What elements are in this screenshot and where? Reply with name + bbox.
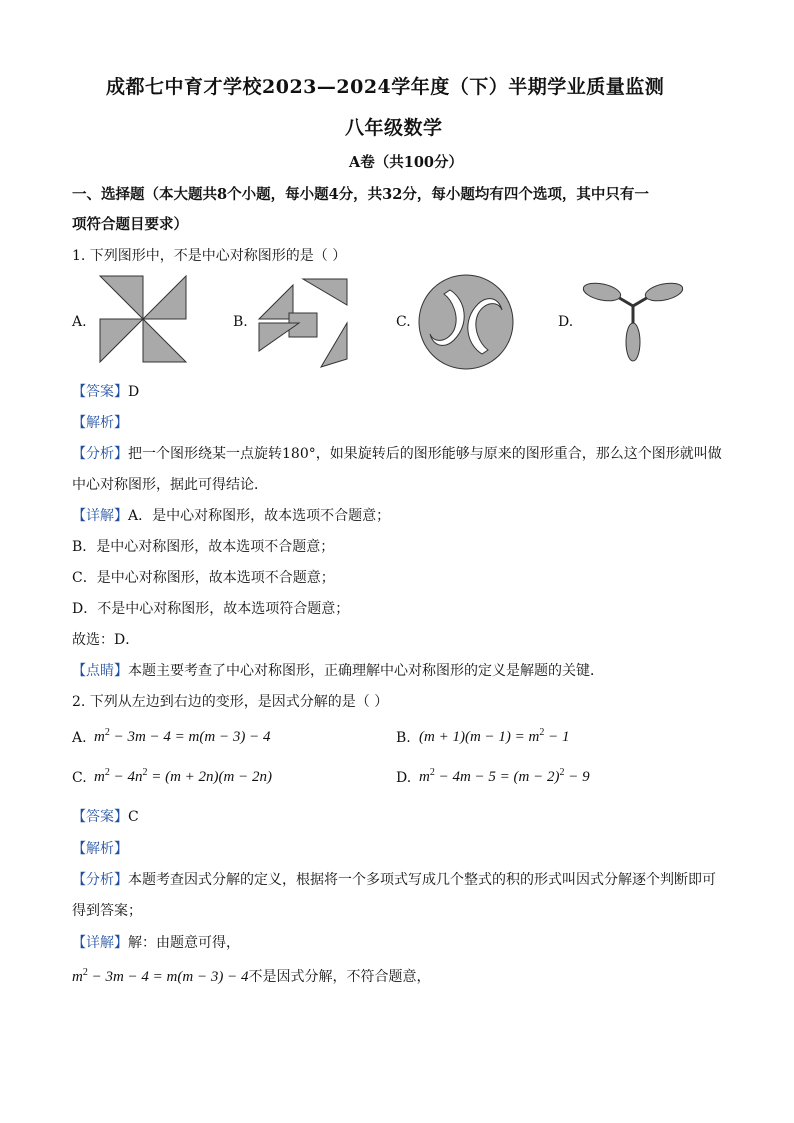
q2-answer-line — [72, 806, 139, 826]
q2-option-d-formula: $m^2 - 4m - 5 = (m - 2)^2 - 9$ — [419, 767, 590, 785]
question-1-stem: 1. 下列图形中，不是中心对称图形的是（ ） — [72, 248, 347, 264]
option-d-three-leaf-propeller-figure — [580, 276, 686, 366]
q1-xiangjie-a: A．是中心对称图形，故本选项不合题意； — [128, 508, 391, 524]
q1-answer-tag: 【答案】 — [72, 384, 128, 400]
option-a-label: A. — [72, 314, 87, 330]
q2-option-a-formula: $m^2 - 3m - 4 = m(m - 3) - 4$ — [94, 727, 271, 745]
q1-dianjing-line — [72, 660, 604, 680]
q2-last-text: 不是因式分解，不符合题意， — [248, 969, 431, 985]
q2-xiangjie-line — [72, 932, 240, 952]
q1-line-b: B．是中心对称图形，故本选项不合题意； — [72, 539, 335, 555]
q2-option-d-label: D. — [396, 770, 412, 786]
q1-line-d: D．不是中心对称图形，故本选项符合题意； — [72, 601, 350, 617]
option-d-label: D. — [558, 314, 574, 330]
q1-analysis-tag: 【解析】 — [72, 415, 128, 431]
q2-xiangjie-tag: 【详解】 — [72, 935, 128, 951]
q2-option-b-formula: $(m + 1)(m - 1) = m^2 - 1$ — [419, 727, 570, 745]
q1-fenxi-line2: 中心对称图形，据此可得结论． — [72, 477, 268, 493]
option-a-pinwheel-figure — [96, 272, 190, 366]
exam-subtitle: 八年级数学 — [345, 117, 443, 139]
q2-option-c-formula: $m^2 - 4n^2 = (m + 2n)(m - 2n)$ — [94, 767, 272, 785]
q1-dianjing-text: 本题主要考查了中心对称图形，正确理解中心对称图形的定义是解题的关键． — [128, 663, 604, 679]
q2-answer-tag: 【答案】 — [72, 809, 128, 825]
q2-last-line — [72, 966, 430, 986]
option-b-label: B. — [233, 314, 248, 330]
section-heading-line2: 项符合题目要求） — [72, 216, 188, 233]
section-heading-line1: 一、选择题（本大题共8个小题，每小题4分，共32分，每小题均有四个选项，其中只有一 — [72, 186, 649, 203]
q1-answer-line — [72, 381, 139, 401]
q2-fenxi-text1: 本题考查因式分解的定义，根据将一个多项式写成几个整式的积的形式叫因式分解逐个判断即可 — [128, 872, 716, 888]
q2-option-a-label: A. — [72, 730, 87, 746]
q1-dianjing-tag: 【点睛】 — [72, 663, 128, 679]
q1-choose: 故选：D． — [72, 632, 140, 648]
paper-label: A卷（共100分） — [349, 154, 464, 171]
q2-option-c-label: C. — [72, 770, 87, 786]
q2-analysis-tag: 【解析】 — [72, 841, 128, 857]
q1-line-c: C．是中心对称图形，故本选项不合题意； — [72, 570, 335, 586]
q1-fenxi-line1 — [72, 443, 722, 463]
q2-fenxi-tag: 【分析】 — [72, 872, 128, 888]
q2-option-b-label: B. — [396, 730, 411, 746]
q1-answer-value: D — [128, 384, 140, 400]
q1-xiangjie-line — [72, 505, 390, 525]
q2-last-formula: $m^2 - 3m - 4 = m(m - 3) - 4$ — [72, 967, 249, 985]
q1-fenxi-text1: 把一个图形绕某一点旋转180°，如果旋转后的图形能够与原来的图形重合，那么这个图形就叫做 — [128, 446, 722, 462]
q2-fenxi-line1 — [72, 869, 716, 889]
question-2-stem: 2. 下列从左边到右边的变形，是因式分解的是（ ） — [72, 694, 389, 710]
q2-fenxi-line2: 得到答案； — [72, 903, 142, 919]
q2-xiangjie-text: 解：由题意可得， — [128, 935, 240, 951]
q1-fenxi-tag: 【分析】 — [72, 446, 128, 462]
q1-xiangjie-tag: 【详解】 — [72, 508, 128, 524]
exam-title: 成都七中育才学校2023—2024学年度（下）半期学业质量监测 — [106, 76, 665, 98]
option-c-label: C. — [396, 314, 411, 330]
q2-answer-value: C — [128, 809, 139, 825]
option-c-circle-comma-figure — [416, 272, 516, 372]
option-b-squares-triangles-figure — [255, 275, 351, 371]
